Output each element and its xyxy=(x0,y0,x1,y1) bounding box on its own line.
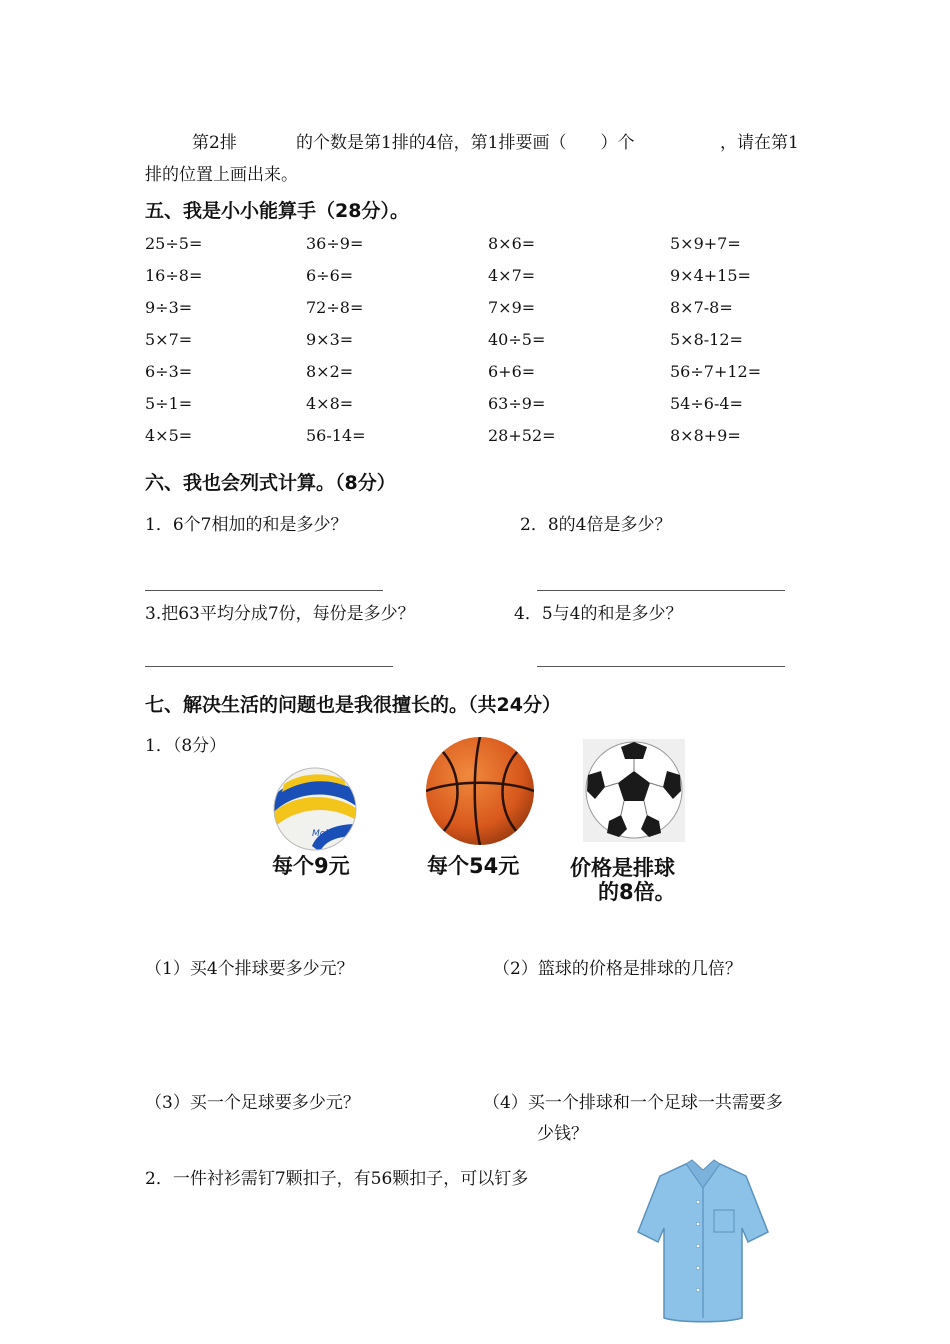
section5-title: 五、我是小小能算手（28分）。 xyxy=(145,200,409,222)
calc-item: 5×7= xyxy=(145,330,193,349)
problem2-text: 2．一件衬衫需钉7颗扣子，有56颗扣子，可以钉多 xyxy=(145,1169,529,1189)
subquestion-3: （3）买一个足球要多少元？ xyxy=(145,1093,360,1113)
calc-item: 28+52= xyxy=(488,426,556,445)
intro-part2: 的个数是第1排的4倍，第1排要画（ ）个 xyxy=(296,133,635,153)
calc-item: 7×9= xyxy=(488,298,536,317)
calc-item: 8×6= xyxy=(488,234,536,253)
calc-item: 5÷1= xyxy=(145,394,193,413)
calc-item: 56-14= xyxy=(306,426,366,445)
calc-item: 25÷5= xyxy=(145,234,203,253)
intro-part3: ，请在第1 xyxy=(720,133,799,153)
calc-item: 56÷7+12= xyxy=(670,362,762,381)
calc-item: 4×5= xyxy=(145,426,193,445)
section6-q4: 4．5与4的和是多少？ xyxy=(514,604,683,624)
section7-title: 七、解决生活的问题也是我很擅长的。（共24分） xyxy=(145,694,561,716)
calc-item: 40÷5= xyxy=(488,330,546,349)
section6-title: 六、我也会列式计算。（8分） xyxy=(145,472,396,494)
calc-item: 54÷6-4= xyxy=(670,394,743,413)
problem1-label: 1．（8分） xyxy=(145,736,227,756)
calc-item: 16÷8= xyxy=(145,266,203,285)
section6-q2: 2．8的4倍是多少？ xyxy=(520,515,672,535)
subquestion-2: （2）篮球的价格是排球的几倍？ xyxy=(493,959,742,979)
calc-item: 9×3= xyxy=(306,330,354,349)
volleyball-caption: 每个9元 xyxy=(272,854,350,878)
calc-item: 6+6= xyxy=(488,362,536,381)
calc-item: 6÷3= xyxy=(145,362,193,381)
intro-part1: 第2排 xyxy=(192,133,237,153)
calc-item: 9÷3= xyxy=(145,298,193,317)
calc-item: 5×8-12= xyxy=(670,330,743,349)
calc-item: 8×2= xyxy=(306,362,354,381)
section6-q3: 3.把63平均分成7份，每份是多少？ xyxy=(145,604,415,624)
calc-item: 36÷9= xyxy=(306,234,364,253)
subquestion-4-line2: 少钱？ xyxy=(537,1124,588,1144)
section6-q1: 1．6个7相加的和是多少？ xyxy=(145,515,348,535)
calc-item: 63÷9= xyxy=(488,394,546,413)
intro-line2: 排的位置上画出来。 xyxy=(145,165,298,185)
calc-item: 4×7= xyxy=(488,266,536,285)
subquestion-4-line1: （4）买一个排球和一个足球一共需要多 xyxy=(483,1093,783,1113)
subquestion-1: （1）买4个排球要多少元？ xyxy=(145,959,354,979)
answer-line-4[interactable] xyxy=(537,666,785,667)
shirt-image xyxy=(636,1158,770,1324)
basketball-image xyxy=(423,736,537,846)
calc-item: 72÷8= xyxy=(306,298,364,317)
calc-item: 5×9+7= xyxy=(670,234,741,253)
calc-item: 8×8+9= xyxy=(670,426,741,445)
volleyball-image xyxy=(272,766,358,852)
basketball-caption: 每个54元 xyxy=(427,854,520,878)
answer-line-1[interactable] xyxy=(145,590,383,591)
answer-line-2[interactable] xyxy=(537,590,785,591)
volleyball-brand: Molten xyxy=(312,829,343,839)
calc-item: 6÷6= xyxy=(306,266,354,285)
football-caption-line1: 价格是排球 xyxy=(570,856,675,880)
calc-item: 4×8= xyxy=(306,394,354,413)
answer-line-3[interactable] xyxy=(145,666,393,667)
calc-item: 8×7-8= xyxy=(670,298,733,317)
calc-item: 9×4+15= xyxy=(670,266,751,285)
football-image xyxy=(583,739,685,842)
football-caption-line2: 的8倍。 xyxy=(598,880,676,904)
